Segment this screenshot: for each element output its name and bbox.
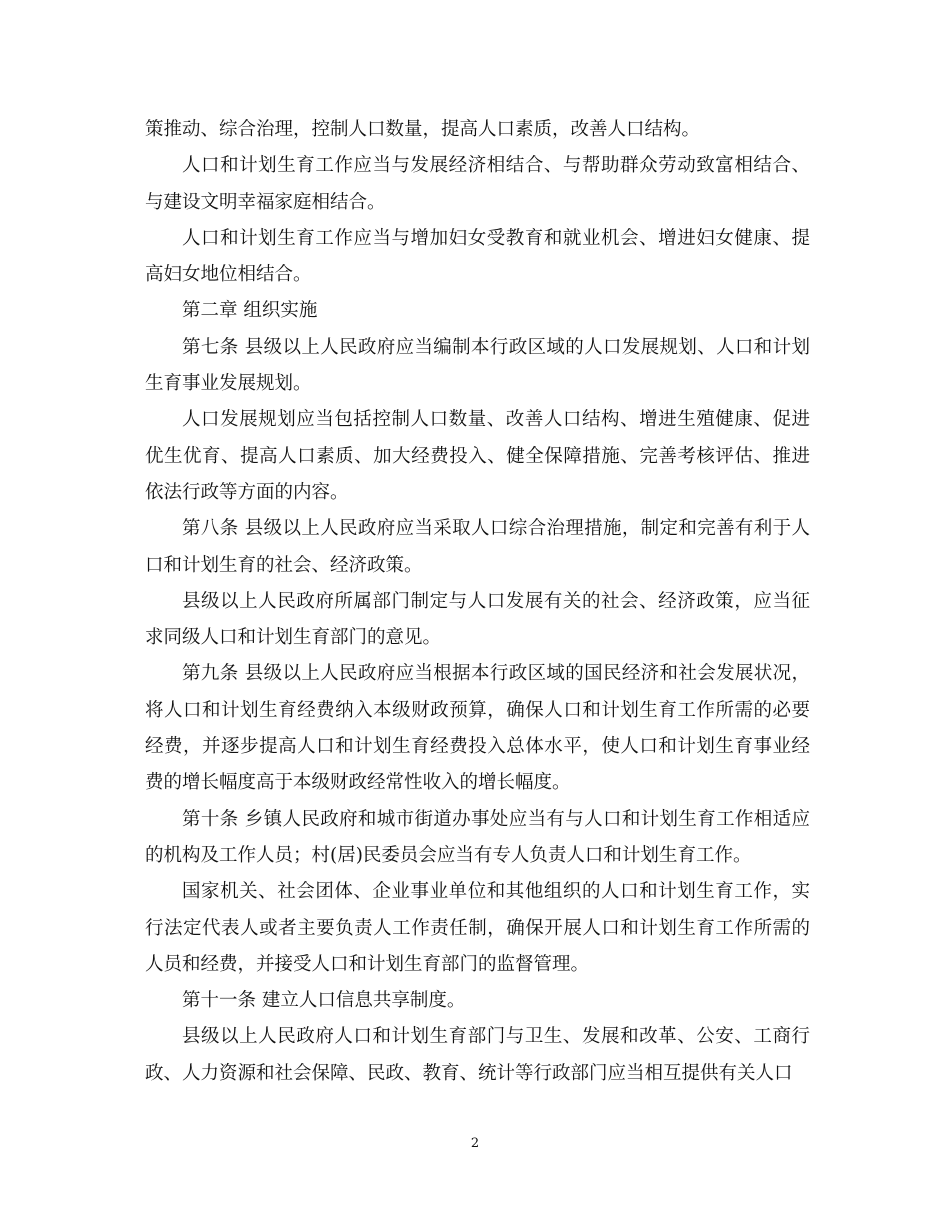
chapter-heading: 第二章 组织实施 (182, 300, 318, 322)
paragraph: 县级以上人民政府所属部门制定与人口发展有关的社会、经济政策，应当征求同级人口和计划生育部门的意见。 (145, 590, 810, 649)
paragraph: 人口和计划生育工作应当与发展经济相结合、与帮助群众劳动致富相结合、与建设文明幸福家庭相结合。 (145, 155, 810, 213)
article-11: 第十一条 建立人口信息共享制度。 (182, 990, 466, 1012)
paragraph: 国家机关、社会团体、企业事业单位和其他组织的人口和计划生育工作，实行法定代表人或者主要负责人工作责任制，确保开展人口和计划生育工作所需的人员和经费，并接受人口和计划生育部门的监督管理。 (145, 881, 810, 975)
article-9: 第九条 县级以上人民政府应当根据本行政区域的国民经济和社会发展状况，将人口和计划生育经费纳入本级财政预算，确保人口和计划生育工作所需的必要经费，并逐步提高人口和计划生育经费投入总体水平，使人口和计划生育事业经费的增长幅度高于本级财政经常性收入的增长幅度。 (145, 663, 810, 794)
article-7: 第七条 县级以上人民政府应当编制本行政区域的人口发展规划、人口和计划生育事业发展规划。 (145, 336, 810, 395)
article-8: 第八条 县级以上人民政府应当采取人口综合治理措施，制定和完善有利于人口和计划生育的社会、经济政策。 (145, 518, 810, 576)
paragraph: 县级以上人民政府人口和计划生育部门与卫生、发展和改革、公安、工商行政、人力资源和社会保障、民政、教育、统计等行政部门应当相互提供有关人口 (145, 1026, 810, 1084)
document-body (145, 112, 810, 1092)
paragraph: 人口发展规划应当包括控制人口数量、改善人口结构、增进生殖健康、促进优生优育、提高人口素质、加大经费投入、健全保障措施、完善考核评估、推进依法行政等方面的内容。 (145, 409, 810, 503)
article-10: 第十条 乡镇人民政府和城市街道办事处应当有与人口和计划生育工作相适应的机构及工作人员；村(居)民委员会应当有专人负责人口和计划生育工作。 (145, 808, 810, 866)
paragraph: 人口和计划生育工作应当与增加妇女受教育和就业机会、增进妇女健康、提高妇女地位相结合。 (145, 227, 810, 286)
page-number: 2 (470, 1136, 480, 1151)
paragraph: 策推动、综合治理，控制人口数量，提高人口素质，改善人口结构。 (145, 119, 701, 140)
